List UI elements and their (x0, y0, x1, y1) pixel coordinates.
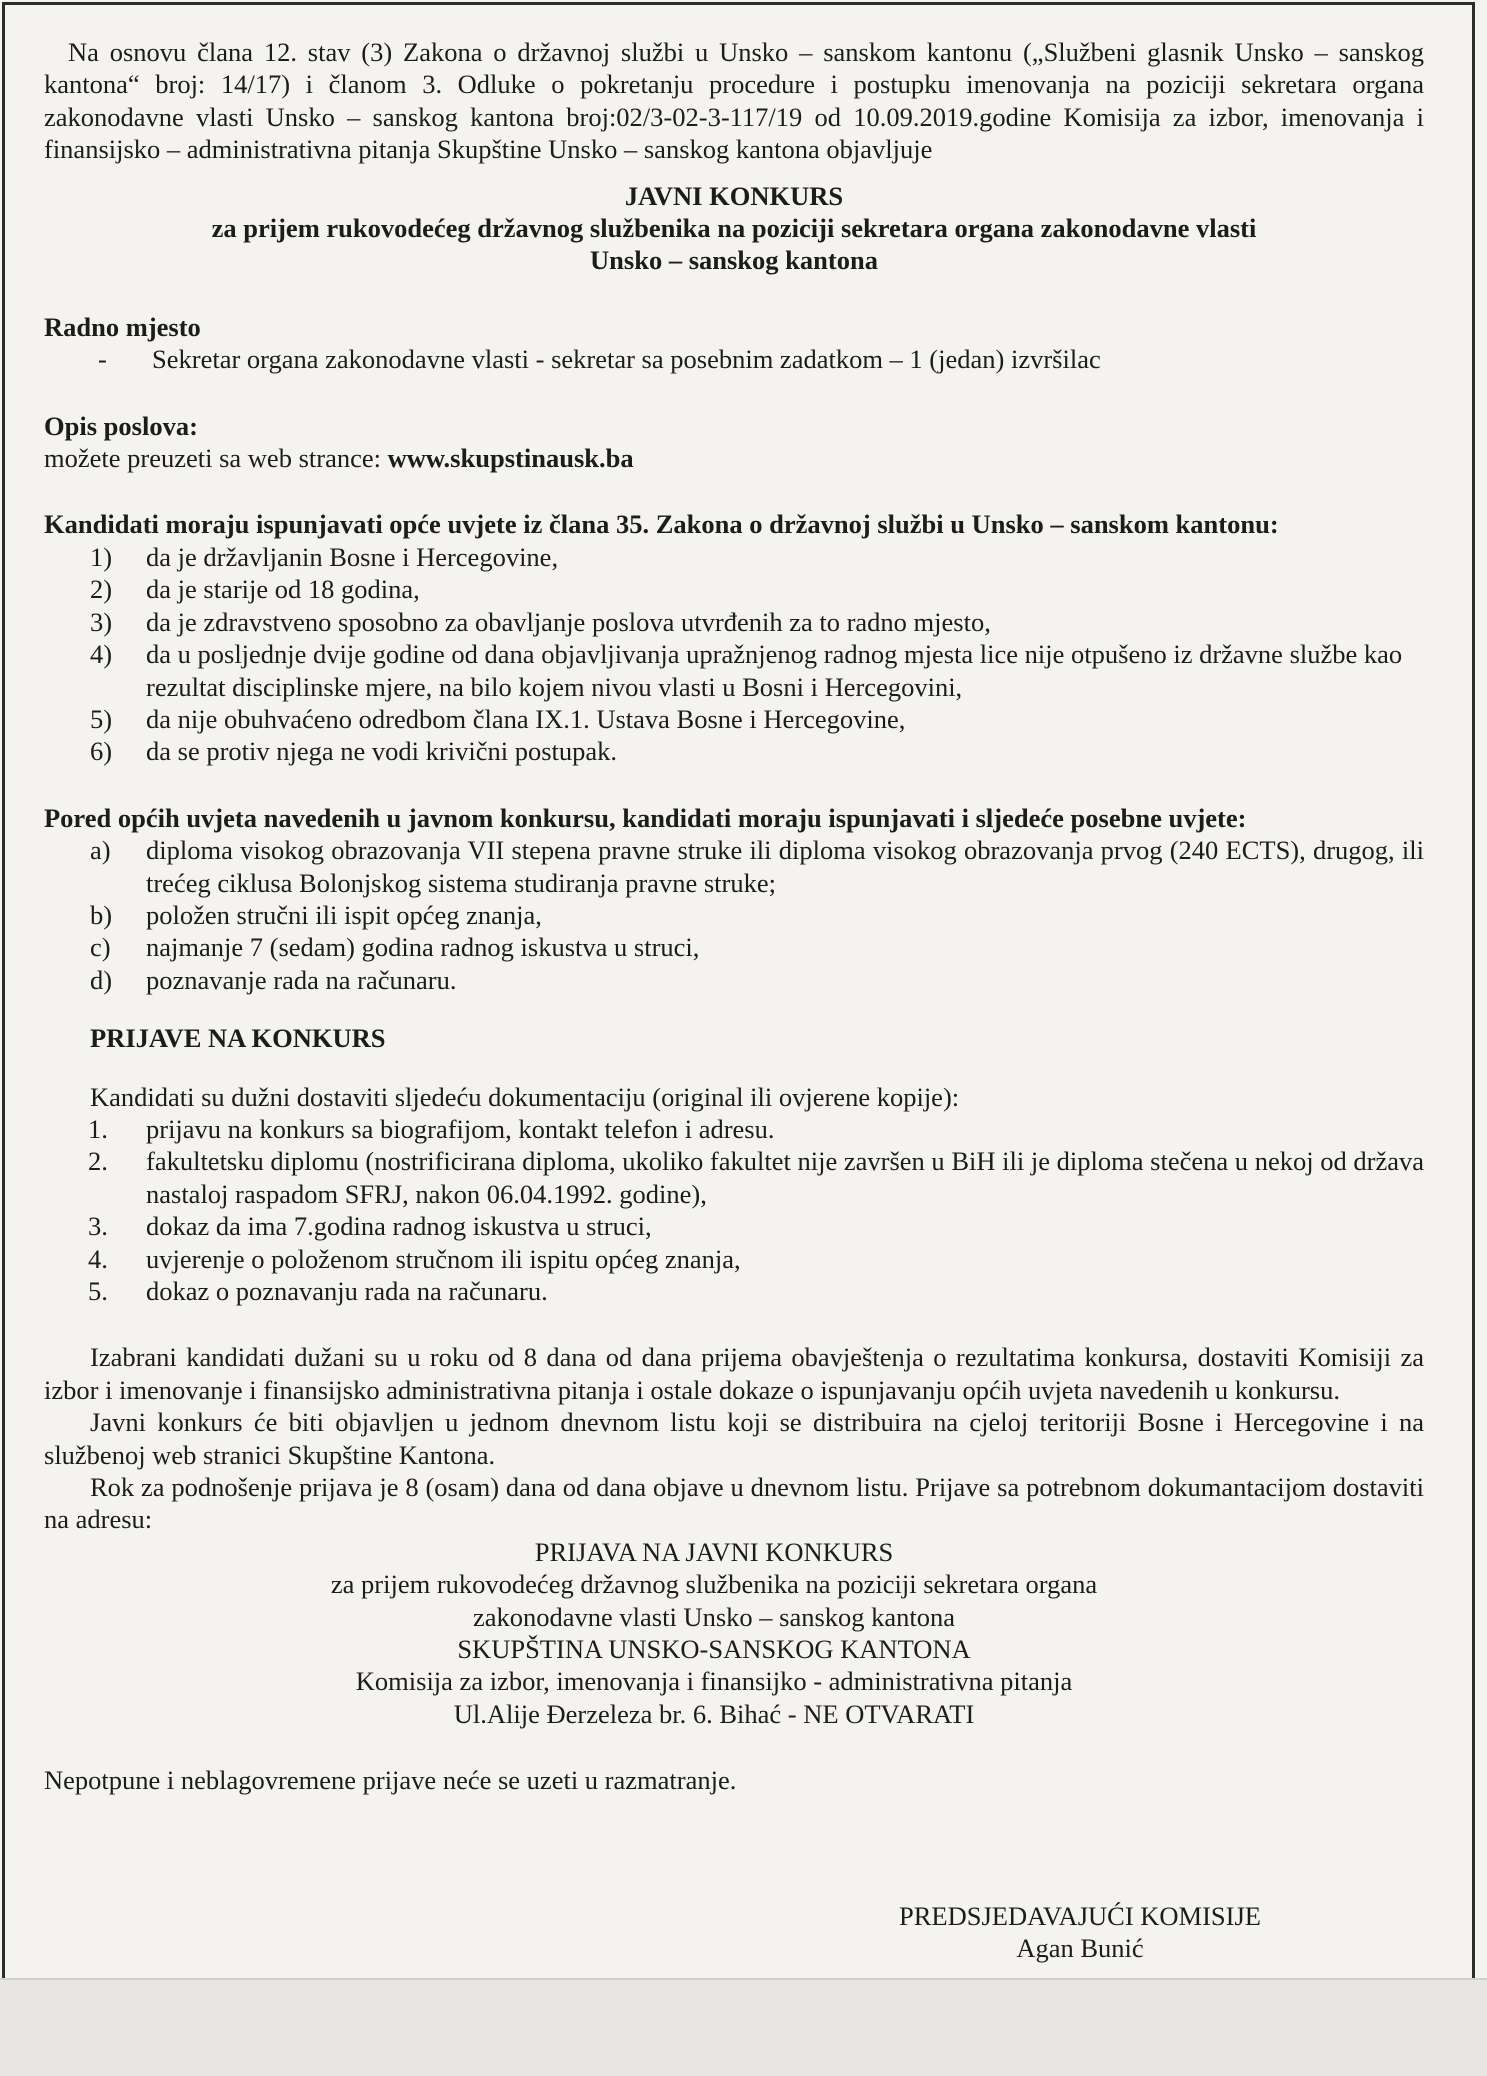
list-item (44, 931, 1424, 963)
document-body (44, 36, 1424, 1797)
list-item (44, 735, 1424, 767)
list-marker: 6) (90, 736, 113, 767)
list-item (44, 606, 1424, 638)
signature-role: PREDSJEDAVAJUĆI KOMISIJE (899, 1901, 1261, 1931)
opci-uvjeti-heading: Kandidati moraju ispunjavati opće uvjete iz člana 35. Zakona o državnoj službi u Unsko – sanskom kantonu: (44, 509, 1279, 540)
opci-uvjeti-list (44, 541, 1424, 768)
list-item-text: da je zdravstveno sposobno za obavljanje poslova utvrđenih za to radno mjesto, (146, 606, 991, 637)
opis-text (44, 442, 1424, 474)
list-item-text: prijavu na konkurs sa biografijom, kontakt telefon i adresu. (146, 1113, 775, 1144)
posebni-uvjeti-list (44, 834, 1424, 996)
list-item-text: fakultetsku diplomu (nostrificirana diploma, ukoliko fakultet nije završen u BiH ili je diploma stečena u nekoj od država nastaloj raspadom SFRJ, nakon 06.04.1992. godine), (146, 1146, 1424, 1209)
address-line: Ul.Alije Đerzeleza br. 6. Bihać - NE OTVARATI (453, 1698, 975, 1729)
signature-name: Agan Bunić (1016, 1933, 1144, 1963)
list-item (44, 1145, 1424, 1210)
opis-label: možete preuzeti sa web strance: (44, 443, 388, 474)
prijave-list (44, 1113, 1424, 1307)
bottom-strip (0, 1978, 1487, 2076)
list-item-text: Sekretar organa zakonodavne vlasti - sekretar sa posebnim zadatkom – 1 (jedan) izvršilac (152, 344, 1101, 375)
address-line: za prijem rukovodećeg državnog službenika na poziciji sekretara organa (330, 1569, 1098, 1600)
list-marker: b) (90, 899, 113, 930)
note-text: Nepotpune i neblagovremene prijave neće se uzeti u razmatranje. (44, 1765, 737, 1796)
list-item (44, 638, 1424, 703)
list-item-text: da je državljanin Bosne i Hercegovine, (146, 541, 559, 572)
list-marker: 3. (88, 1211, 108, 1242)
address-line: SKUPŠTINA UNSKO-SANSKOG KANTONA (457, 1634, 971, 1665)
list-item-text: dokaz o poznavanju rada na računaru. (146, 1276, 548, 1306)
list-item (44, 964, 1424, 996)
list-item (44, 1210, 1424, 1242)
list-item (44, 1113, 1424, 1145)
closing-paragraph-2: Javni konkurs će biti objavljen u jednom dnevnom listu koji se distribuira na cjeloj teritoriji Bosne i Hercegovine i na službenoj web stranici Skupštine Kantona. (44, 1407, 1424, 1470)
address-line: PRIJAVA NA JAVNI KONKURS (534, 1536, 894, 1567)
list-item (44, 541, 1424, 573)
closing-paragraph-3: Rok za podnošenje prijava je 8 (osam) dana od dana objave u dnevnom listu. Prijave sa potrebnom dokumantacijom dostaviti na adresu: (44, 1472, 1424, 1535)
radno-mjesto-item (44, 343, 1424, 375)
list-item (44, 834, 1424, 899)
posebni-uvjeti-heading: Pored općih uvjeta navedenih u javnom konkursu, kandidati moraju ispunjavati i sljedeće posebne uvjete: (44, 802, 1247, 833)
website-link[interactable]: www.skupstinausk.ba (387, 443, 634, 474)
list-item-text: dokaz da ima 7.godina radnog iskustva u struci, (146, 1211, 652, 1242)
list-marker: 5) (90, 703, 113, 734)
list-marker: 5. (88, 1276, 108, 1306)
document-title: JAVNI KONKURS (624, 180, 844, 211)
list-marker: 4. (88, 1243, 108, 1274)
list-item-text: položen stručni ili ispit općeg znanja, (146, 899, 542, 930)
list-item-text: da u posljednje dvije godine od dana objavljivanja upražnjenog radnog mjesta lice nije otpušeno iz državne službe kao rezultat disciplinske mjere, na bilo kojem nivou vlasti u Bosni i Hercegovini, (146, 639, 1403, 702)
list-marker: c) (90, 932, 111, 963)
opis-heading: Opis poslova: (44, 410, 198, 441)
list-item-text: poznavanje rada na računaru. (146, 964, 457, 995)
document-subtitle: za prijem rukovodećeg državnog službenika na poziciji sekretara organa zakonodavne vlasti Unsko – sanskog kantona (211, 213, 1257, 276)
list-item-text: da se protiv njega ne vodi krivični postupak. (146, 736, 618, 767)
list-item (44, 899, 1424, 931)
list-item-text: najmanje 7 (sedam) godina radnog iskustva u struci, (146, 932, 700, 963)
list-item-text: da je starije od 18 godina, (146, 574, 420, 605)
list-marker: 2) (90, 574, 113, 605)
list-item (44, 573, 1424, 605)
list-item-text: da nije obuhvaćeno odredbom člana IX.1. Ustava Bosne i Hercegovine, (146, 703, 906, 734)
list-marker: - (98, 344, 107, 375)
list-marker: 1) (90, 541, 113, 572)
radno-mjesto-heading: Radno mjesto (44, 311, 201, 342)
list-marker: a) (90, 835, 111, 866)
list-item (44, 1243, 1424, 1275)
submission-address (44, 1536, 1424, 1730)
list-marker: 4) (90, 639, 113, 670)
list-item (44, 703, 1424, 735)
list-marker: 2. (88, 1146, 108, 1177)
list-item-text: uvjerenje o položenom stručnom ili ispitu općeg znanja, (146, 1243, 741, 1274)
list-item (44, 1275, 1424, 1307)
list-item-text: diploma visokog obrazovanja VII stepena pravne struke ili diploma visokog obrazovanja prvog (240 ECTS), drugog, ili trećeg ciklusa Bolonjskog sistema studiranja pravne struke; (146, 835, 1424, 898)
list-marker: d) (90, 964, 113, 995)
address-line: Komisija za izbor, imenovanja i finansijko - administrativna pitanja (355, 1666, 1073, 1697)
address-line: zakonodavne vlasti Unsko – sanskog kantona (472, 1601, 956, 1632)
prijave-intro: Kandidati su dužni dostaviti sljedeću dokumentaciju (original ili ovjerene kopije): (90, 1081, 960, 1112)
intro-paragraph: Na osnovu člana 12. stav (3) Zakona o državnoj službi u Unsko – sanskom kantonu („Službeni glasnik Unsko – sanskog kantona“ broj: 14/17) i članom 3. Odluke o pokretanju procedure i postupku imenovanja na poziciji sekretara organa zakonodavne vlasti Unsko – sanskog kantona broj:02/3-02-3-117/19 od 10.09.2019.godine Komisija za izbor, imenovanja i finansijsko – administrativna pitanja Skupštine Unsko – sanskog kantona objavljuje (44, 37, 1424, 165)
prijave-heading: PRIJAVE NA KONKURS (90, 1023, 386, 1054)
closing-paragraph-1: Izabrani kandidati dužani su u roku od 8 dana od dana prijema obavještenja o rezultatima konkursa, dostaviti Komisiji za izbor i imenovanje i finansijsko administrativna pitanja i ostale dokaze o ispunjavanju općih uvjeta navedenih u konkursu. (44, 1342, 1424, 1405)
list-marker: 3) (90, 606, 113, 637)
list-marker: 1. (88, 1113, 108, 1144)
signature-block (840, 1900, 1320, 1964)
